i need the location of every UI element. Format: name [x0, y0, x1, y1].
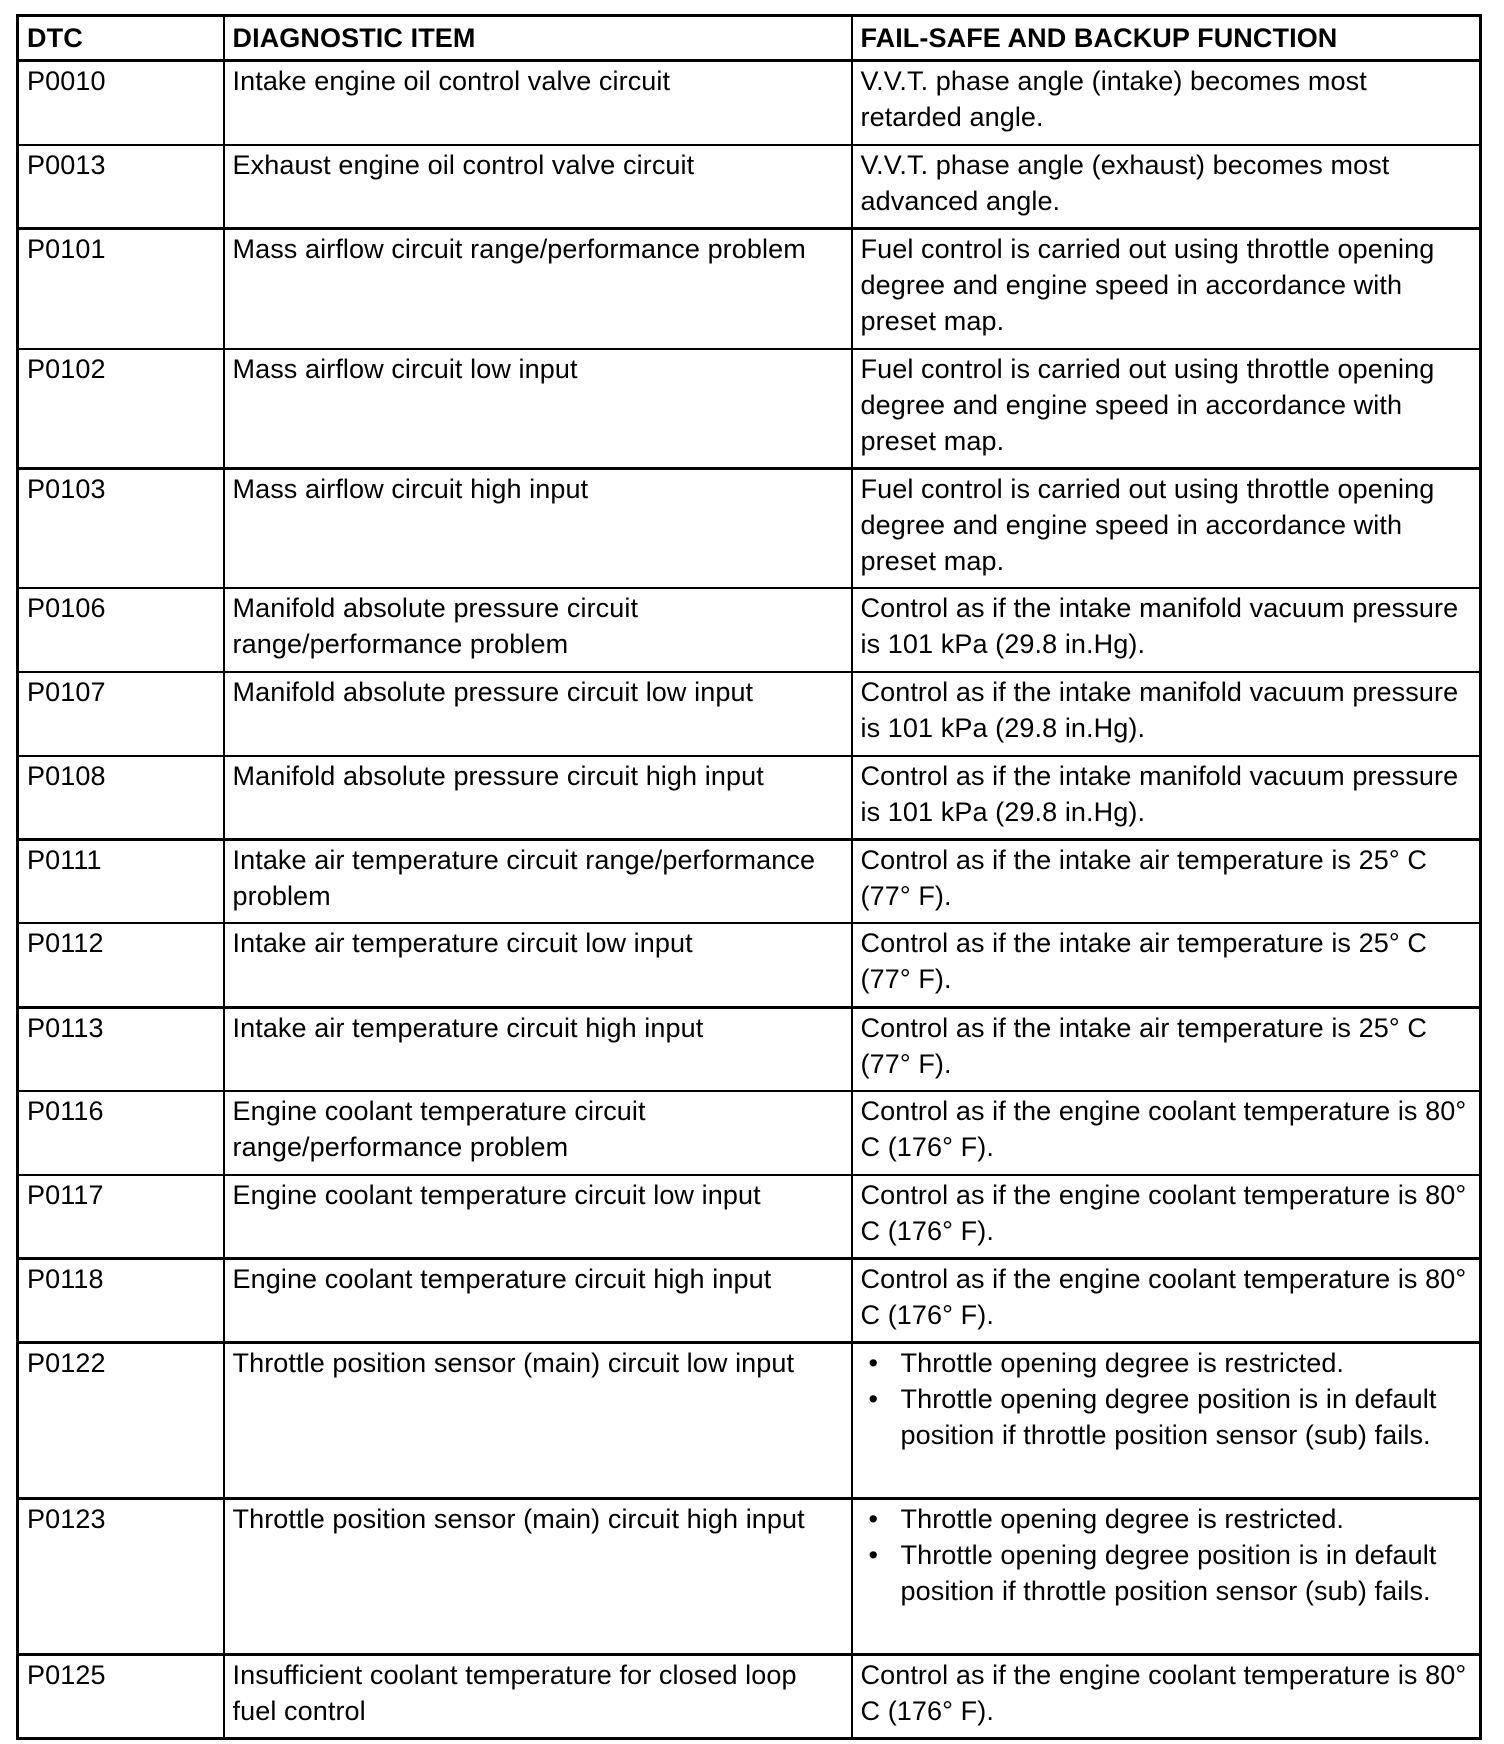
dtc-code: P0116: [18, 1091, 224, 1175]
diagnostic-item: Engine coolant temperature circuit range/performance problem: [224, 1091, 852, 1175]
header-diagnostic-item: DIAGNOSTIC ITEM: [224, 16, 852, 61]
failsafe-function: Fuel control is carried out using throttle opening degree and engine speed in accordance with preset map.: [852, 229, 1481, 349]
dtc-code: P0123: [18, 1498, 224, 1654]
dtc-code: P0108: [18, 756, 224, 840]
table-row: [18, 1342, 1481, 1498]
dtc-code: P0107: [18, 672, 224, 756]
failsafe-function: Control as if the engine coolant temperature is 80° C (176° F).: [852, 1091, 1481, 1175]
bullet-item: • Throttle opening degree is restricted.: [861, 1501, 1472, 1537]
diagnostic-item: Intake engine oil control valve circuit: [224, 61, 852, 145]
dtc-code: P0117: [18, 1175, 224, 1259]
diagnostic-item: Exhaust engine oil control valve circuit: [224, 145, 852, 229]
table-row: [18, 61, 1481, 145]
diagnostic-item: Insufficient coolant temperature for closed loop fuel control: [224, 1654, 852, 1738]
failsafe-function: Fuel control is carried out using throttle opening degree and engine speed in accordance with preset map.: [852, 468, 1481, 588]
table-row: [18, 1258, 1481, 1342]
failsafe-bullet-list: [861, 1345, 1472, 1453]
bullet-item: • Throttle opening degree is restricted.: [861, 1345, 1472, 1381]
failsafe-function: Control as if the intake manifold vacuum pressure is 101 kPa (29.8 in.Hg).: [852, 588, 1481, 672]
failsafe-function: Control as if the intake air temperature is 25° C (77° F).: [852, 923, 1481, 1007]
table-row: [18, 349, 1481, 469]
diagnostic-item: Engine coolant temperature circuit low input: [224, 1175, 852, 1259]
dtc-code: P0118: [18, 1258, 224, 1342]
failsafe-function: [852, 1498, 1481, 1654]
failsafe-bullet-list: [861, 1501, 1472, 1609]
dtc-code: P0013: [18, 145, 224, 229]
diagnostic-item: Intake air temperature circuit high input: [224, 1007, 852, 1091]
failsafe-function: Control as if the intake air temperature is 25° C (77° F).: [852, 1007, 1481, 1091]
diagnostic-item: Intake air temperature circuit range/performance problem: [224, 840, 852, 924]
diagnostic-item: Intake air temperature circuit low input: [224, 923, 852, 1007]
table-row: [18, 840, 1481, 924]
bullet-item: • Throttle opening degree position is in default position if throttle position sensor (sub) fails.: [861, 1381, 1472, 1453]
diagnostic-item: Mass airflow circuit range/performance problem: [224, 229, 852, 349]
failsafe-function: Fuel control is carried out using throttle opening degree and engine speed in accordance with preset map.: [852, 349, 1481, 469]
header-failsafe-function: FAIL-SAFE AND BACKUP FUNCTION: [852, 16, 1481, 61]
dtc-code: P0010: [18, 61, 224, 145]
table-row: [18, 1091, 1481, 1175]
table-row: [18, 1654, 1481, 1738]
table-header-row: [18, 16, 1481, 61]
dtc-code: P0122: [18, 1342, 224, 1498]
dtc-code: P0112: [18, 923, 224, 1007]
diagnostic-item: Manifold absolute pressure circuit high input: [224, 756, 852, 840]
table-row: [18, 672, 1481, 756]
bullet-icon: •: [868, 1347, 879, 1378]
failsafe-function: Control as if the engine coolant temperature is 80° C (176° F).: [852, 1654, 1481, 1738]
bullet-item: • Throttle opening degree position is in default position if throttle position sensor (sub) fails.: [861, 1537, 1472, 1609]
bullet-icon: •: [868, 1383, 879, 1414]
table-row: [18, 468, 1481, 588]
table-row: [18, 1498, 1481, 1654]
dtc-code: P0103: [18, 468, 224, 588]
table-row: [18, 145, 1481, 229]
table-row: [18, 923, 1481, 1007]
bullet-icon: •: [868, 1539, 879, 1570]
failsafe-function: V.V.T. phase angle (intake) becomes most retarded angle.: [852, 61, 1481, 145]
dtc-code: P0102: [18, 349, 224, 469]
diagnostic-item: Throttle position sensor (main) circuit high input: [224, 1498, 852, 1654]
diagnostic-item: Mass airflow circuit high input: [224, 468, 852, 588]
diagnostic-item: Engine coolant temperature circuit high input: [224, 1258, 852, 1342]
dtc-failsafe-table: [16, 14, 1482, 1740]
table-row: [18, 588, 1481, 672]
dtc-code: P0111: [18, 840, 224, 924]
table-row: [18, 1007, 1481, 1091]
failsafe-function: Control as if the intake manifold vacuum pressure is 101 kPa (29.8 in.Hg).: [852, 672, 1481, 756]
diagnostic-item: Manifold absolute pressure circuit range/performance problem: [224, 588, 852, 672]
dtc-code: P0113: [18, 1007, 224, 1091]
header-dtc: DTC: [18, 16, 224, 61]
failsafe-function: Control as if the intake air temperature is 25° C (77° F).: [852, 840, 1481, 924]
diagnostic-item: Manifold absolute pressure circuit low input: [224, 672, 852, 756]
failsafe-function: V.V.T. phase angle (exhaust) becomes most advanced angle.: [852, 145, 1481, 229]
diagnostic-item: Throttle position sensor (main) circuit low input: [224, 1342, 852, 1498]
table-row: [18, 756, 1481, 840]
diagnostic-item: Mass airflow circuit low input: [224, 349, 852, 469]
dtc-code: P0125: [18, 1654, 224, 1738]
dtc-code: P0106: [18, 588, 224, 672]
dtc-code: P0101: [18, 229, 224, 349]
failsafe-function: [852, 1342, 1481, 1498]
failsafe-function: Control as if the engine coolant temperature is 80° C (176° F).: [852, 1258, 1481, 1342]
bullet-icon: •: [868, 1503, 879, 1534]
failsafe-function: Control as if the intake manifold vacuum pressure is 101 kPa (29.8 in.Hg).: [852, 756, 1481, 840]
table-row: [18, 229, 1481, 349]
table-row: [18, 1175, 1481, 1259]
failsafe-function: Control as if the engine coolant temperature is 80° C (176° F).: [852, 1175, 1481, 1259]
